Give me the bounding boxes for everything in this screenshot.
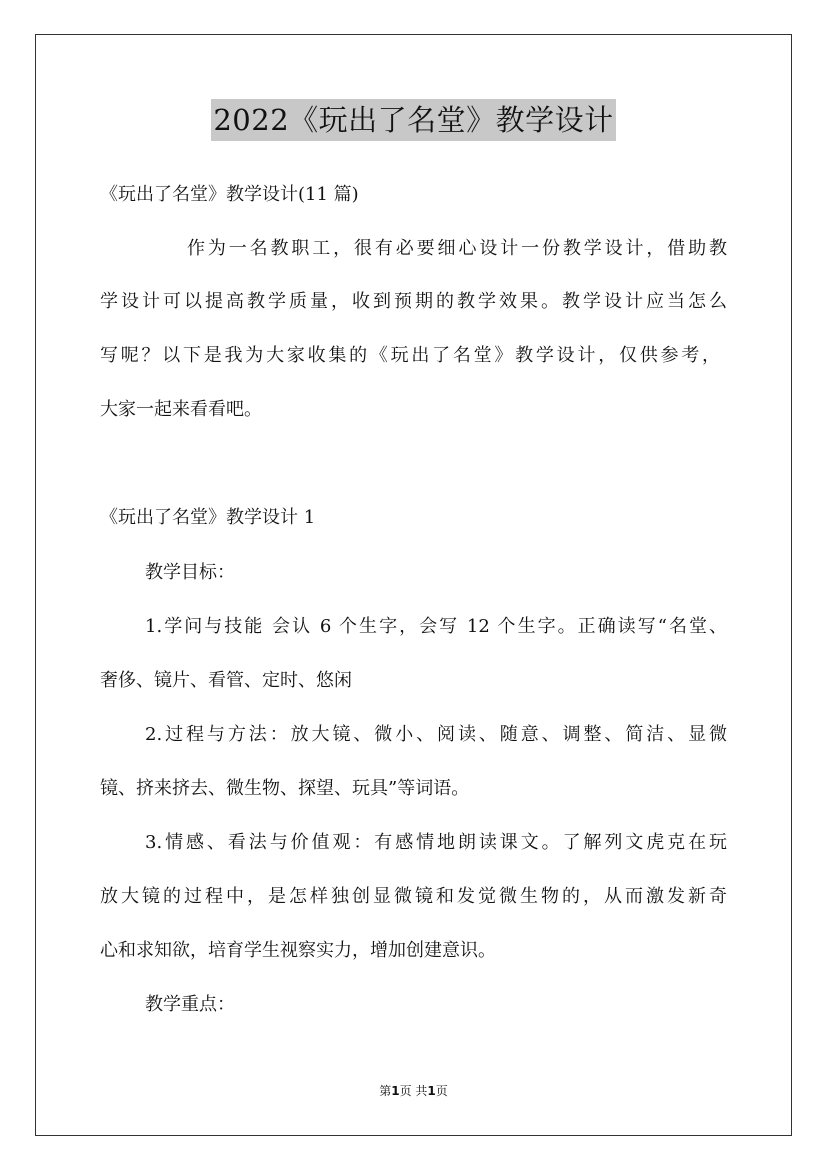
focus-label: 教学重点： bbox=[145, 994, 235, 1015]
intro-line-3: 写呢？以下是我为大家收集的《玩出了名堂》教学设计，仅供参考， bbox=[100, 345, 720, 366]
goal2-line-1: 2.过程与方法：放大镜、微小、阅读、随意、调整、简洁、显微 bbox=[145, 724, 727, 745]
footer-prefix: 第 bbox=[379, 1084, 392, 1098]
section1-heading: 《玩出了名堂》教学设计 1 bbox=[100, 507, 316, 528]
goal3-line-3: 心和求知欲，培育学生视察实力，增加创建意识。 bbox=[100, 940, 496, 961]
intro-line-2: 学设计可以提高教学质量，收到预期的教学效果。教学设计应当怎么 bbox=[100, 291, 727, 312]
goal2-line-2: 镜、挤来挤去、微生物、探望、玩具”等词语。 bbox=[100, 778, 470, 799]
footer-middle: 页 共 bbox=[399, 1084, 428, 1098]
title-wrap bbox=[0, 99, 827, 141]
goal3-line-1: 3.情感、看法与价值观：有感情地朗读课文。了解列文虎克在玩 bbox=[145, 832, 727, 853]
intro-line-1: 作为一名教职工，很有必要细心设计一份教学设计，借助教 bbox=[187, 238, 727, 259]
page-footer bbox=[0, 1083, 827, 1099]
goals-label: 教学目标： bbox=[145, 562, 235, 583]
goal1-line-1: 1.学问与技能 会认 6 个生字，会写 12 个生字。正确读写“名堂、 bbox=[145, 616, 727, 637]
goal3-line-2: 放大镜的过程中，是怎样独创显微镜和发觉微生物的，从而激发新奇 bbox=[100, 886, 727, 907]
subtitle: 《玩出了名堂》教学设计(11 篇) bbox=[100, 184, 359, 205]
footer-page-number: 1 bbox=[391, 1084, 400, 1098]
footer-total-pages: 1 bbox=[427, 1084, 436, 1098]
intro-line-4: 大家一起来看看吧。 bbox=[100, 399, 262, 420]
goal1-line-2: 奢侈、镜片、看管、定时、悠闲 bbox=[100, 670, 352, 691]
document-title: 2022《玩出了名堂》教学设计 bbox=[211, 99, 615, 141]
footer-suffix: 页 bbox=[435, 1084, 448, 1098]
